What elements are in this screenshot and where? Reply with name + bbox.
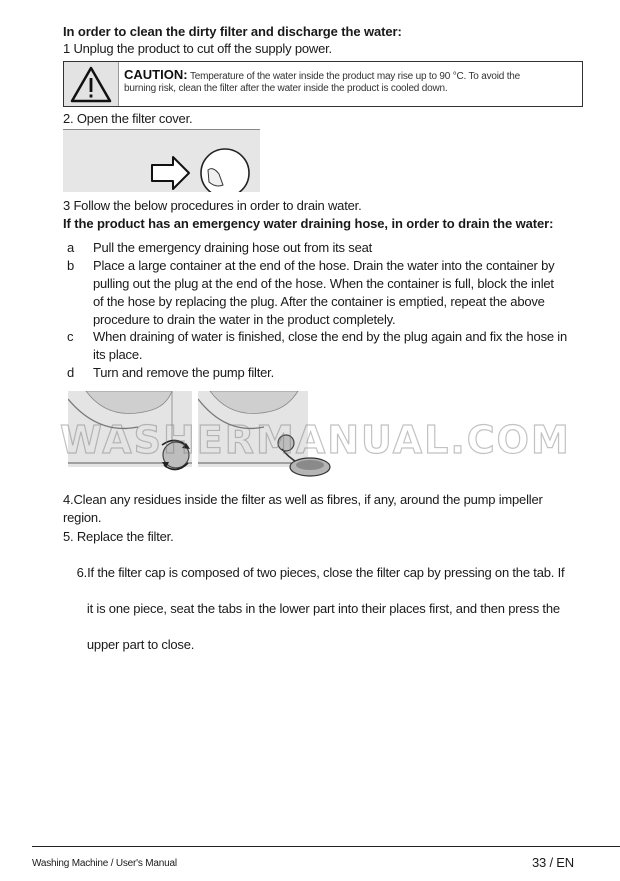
caution-text-line1: Temperature of the water inside the product may rise up to 90 °C. To avoid the [189,71,521,82]
page-number: 33 / EN [532,855,574,870]
step-2-text: 2. Open the filter cover. [63,111,193,126]
list-line: its place. [93,347,143,362]
list-label: a [67,240,75,255]
caution-title: CAUTION: [124,67,188,82]
section-heading-emergency-hose: If the product has an emergency water draining hose, in order to drain the water: [63,216,554,231]
arrow-right-icon [152,157,189,189]
list-line: pulling out the plug at the end of the hose. When the container is full, block the inlet [93,276,554,291]
footer-divider [32,846,620,847]
step-line: 6.If the filter cap is composed of two pieces, close the filter cap by pressing on the tab. If [76,565,565,580]
step-6-text [63,546,578,672]
step-1-text: 1 Unplug the product to cut off the supply power. [63,41,332,56]
list-line: of the hose by replacing the plug. After the container is emptied, repeat the above [93,294,545,309]
list-line: procedure to drain the water in the product completely. [93,312,396,327]
caution-text [124,69,579,95]
list-label: b [67,258,75,273]
step-line: upper part to close. [76,637,195,652]
list-label: c [67,329,74,344]
step-4-text [63,491,578,527]
list-line: Pull the emergency draining hose out from its seat [93,240,373,255]
caution-text-line2: burning risk, clean the filter after the water inside the product is cooled down. [124,83,448,94]
list-line: When draining of water is finished, close the end by the plug again and fix the hose in [93,329,568,344]
list-text [93,257,583,329]
footer-manual-title: Washing Machine / User's Manual [32,858,177,869]
list-label: d [67,365,75,380]
filter-cover-illustration [63,129,260,192]
step-line: region. [63,510,102,525]
list-text [93,328,583,364]
list-text [93,364,583,382]
step-5-text [63,528,578,546]
list-text [93,239,583,257]
step-line: 4.Clean any residues inside the filter as well as fibres, if any, around the pump impeller [63,492,543,507]
list-line: Place a large container at the end of the hose. Drain the water into the container by [93,258,555,273]
watermark-text: WASHERMANUAL.COM [60,418,571,462]
step-line: it is one piece, seat the tabs in the lower part into their places first, and then press the [76,601,560,616]
step-line: 5. Replace the filter. [63,529,174,544]
caution-icon-cell [64,62,119,106]
section-heading-clean-filter: In order to clean the dirty filter and discharge the water: [63,24,402,39]
warning-triangle-icon [64,62,118,106]
caution-box [63,61,583,107]
list-line: Turn and remove the pump filter. [93,365,274,380]
step-3-text: 3 Follow the below procedures in order to drain water. [63,198,362,213]
